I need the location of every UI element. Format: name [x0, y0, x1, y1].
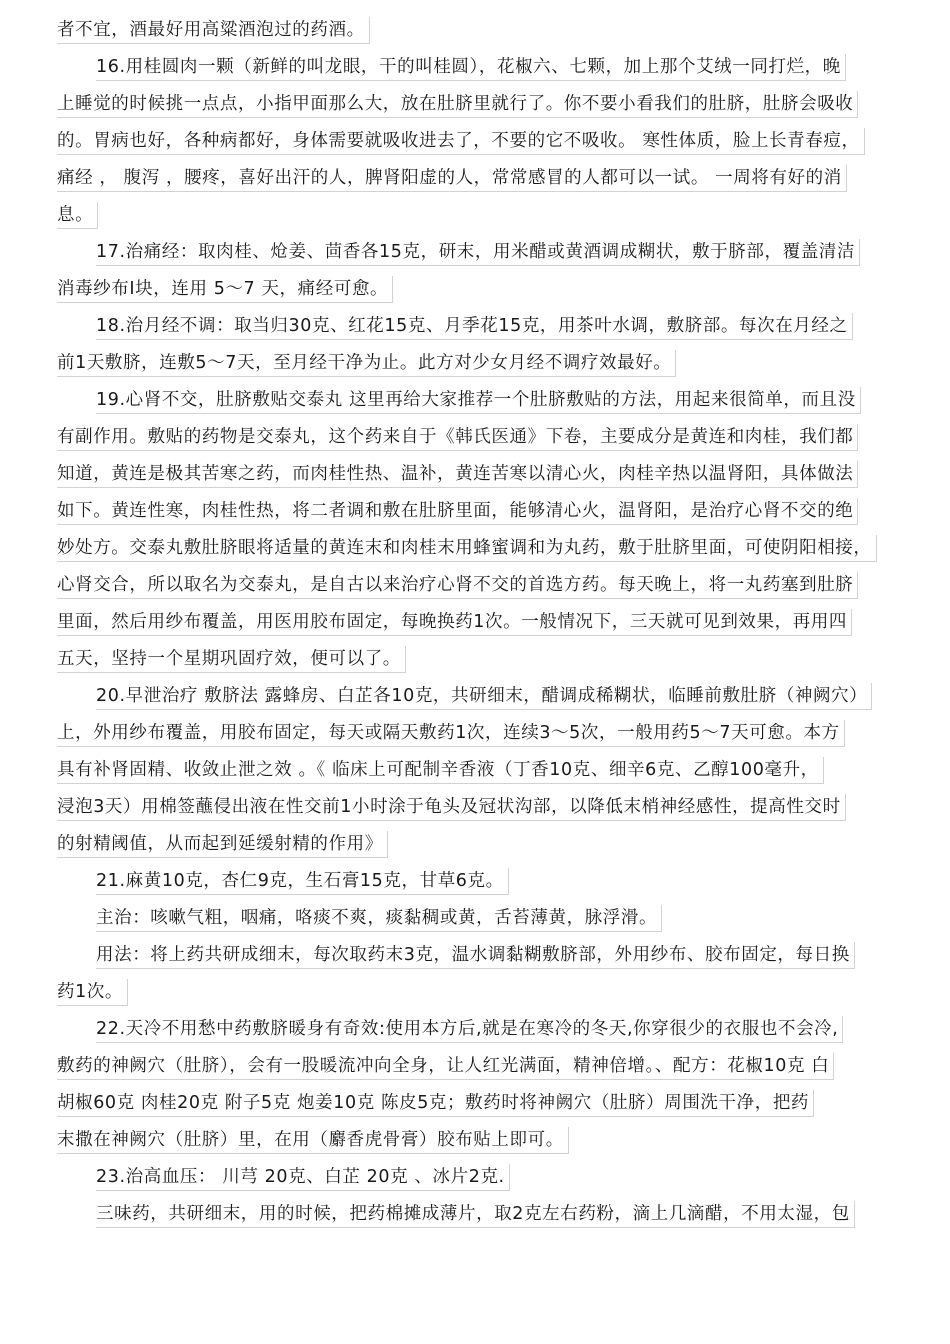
text-line-content: 前1天敷脐，连敷5～7天，至月经干净为止。此方对少女月经不调疗效最好。: [57, 350, 676, 377]
text-line-content: 20.早泄治疗 敷脐法 露蜂房、白芷各10克，共研细末，醋调成稀糊状，临睡前敷肚脐（神阙穴）: [96, 683, 872, 710]
text-line: [0, 86, 950, 123]
text-line-content: 五天，坚持一个星期巩固疗效，便可以了。: [57, 646, 406, 673]
text-line: [0, 234, 950, 271]
text-line-content: 息。: [57, 202, 98, 229]
text-line-content: 者不宜，酒最好用高粱酒泡过的药酒。: [57, 17, 370, 44]
text-line-content: 具有补肾固精、收敛止泄之效 。《 临床上可配制辛香液（丁香10克、细辛6克、乙醇100毫升，: [57, 757, 824, 784]
text-line: [0, 1085, 950, 1122]
text-line: [0, 456, 950, 493]
text-line: [0, 937, 950, 974]
text-line: [0, 678, 950, 715]
text-line: [0, 160, 950, 197]
text-line-content: 23.治高血压： 川芎 20克、白芷 20克 、冰片2克.: [96, 1164, 510, 1191]
text-line-content: 19.心肾不交，肚脐敷贴交泰丸 这里再给大家推荐一个肚脐敷贴的方法，用起来很简单，而且没: [96, 387, 861, 414]
text-line: [0, 271, 950, 308]
text-line: [0, 604, 950, 641]
text-line-content: 主治：咳嗽气粗，咽痛，咯痰不爽，痰黏稠或黄，舌苔薄黄，脉浮滑。: [96, 905, 662, 932]
text-line-content: 末撒在神阙穴（肚脐）里，在用（麝香虎骨膏）胶布贴上即可。: [57, 1127, 569, 1154]
text-line: [0, 974, 950, 1011]
text-line-content: 22.天冷不用愁中药敷脐暖身有奇效:使用本方后,就是在寒冷的冬天,你穿很少的衣服也不会冷,: [96, 1016, 843, 1043]
text-line-content: 17.治痛经：取肉桂、炝姜、茴香各15克，研末，用米醋或黄酒调成糊状，敷于脐部，覆盖清洁: [96, 239, 860, 266]
text-line: [0, 1122, 950, 1159]
text-line: [0, 530, 950, 567]
text-line-content: 妙处方。交泰丸敷肚脐眼将适量的黄连末和肉桂末用蜂蜜调和为丸药，敷于肚脐里面，可使阴阳相接，: [57, 535, 877, 562]
text-line: [0, 197, 950, 234]
text-line: [0, 715, 950, 752]
text-line: [0, 49, 950, 86]
text-line: [0, 826, 950, 863]
text-line: [0, 567, 950, 604]
text-line-content: 心肾交合，所以取名为交泰丸，是自古以来治疗心肾不交的首选方药。每天晚上，将一丸药塞到肚脐: [57, 572, 858, 599]
text-line-content: 药1次。: [57, 979, 128, 1006]
text-line-content: 上睡觉的时候挑一点点，小指甲面那么大，放在肚脐里就行了。你不要小看我们的肚脐，肚脐会吸收: [57, 91, 858, 118]
text-line-content: 里面，然后用纱布覆盖，用医用胶布固定，每晚换药1次。一般情况下，三天就可见到效果，再用四: [57, 609, 852, 636]
text-line: [0, 863, 950, 900]
text-line-content: 如下。黄连性寒，肉桂性热，将二者调和敷在肚脐里面，能够清心火，温肾阳，是治疗心肾不交的绝: [57, 498, 858, 525]
text-line: [0, 1159, 950, 1196]
text-line-content: 三味药，共研细末，用的时候，把药棉摊成薄片，取2克左右药粉，滴上几滴醋，不用太湿，包: [96, 1201, 855, 1228]
text-line-content: 的。胃病也好，各种病都好，身体需要就吸收进去了，不要的它不吸收。 寒性体质，脸上长青春痘，: [57, 128, 865, 155]
text-line-content: 消毒纱布Ⅰ块，连用 5～7 天，痛经可愈。: [57, 276, 393, 303]
text-line: [0, 123, 950, 160]
text-line-content: 浸泡3天）用棉签蘸侵出液在性交前1小时涂于龟头及冠状沟部，以降低末梢神经感性，提高性交时: [57, 794, 846, 821]
text-line: [0, 752, 950, 789]
text-line: [0, 419, 950, 456]
text-line-content: 有副作用。敷贴的药物是交泰丸，这个药来自于《韩氏医通》下卷，主要成分是黄连和肉桂，我们都: [57, 424, 858, 451]
text-line-content: 用法：将上药共研成细末，每次取药末3克，温水调黏糊敷脐部，外用纱布、胶布固定，每日换: [96, 942, 855, 969]
text-line-content: 16.用桂圆肉一颗（新鲜的叫龙眼，干的叫桂圆），花椒六、七颗，加上那个艾绒一同打烂，晚: [96, 54, 846, 81]
text-line-content: 胡椒60克 肉桂20克 附子5克 炮姜10克 陈皮5克；敷药时将神阙穴（肚脐）周围洗干净，把药: [57, 1090, 814, 1117]
text-line-content: 敷药的神阙穴（肚脐），会有一股暖流冲向全身，让人红光满面，精神倍增。、配方：花椒10克 白: [57, 1053, 834, 1080]
text-line: [0, 900, 950, 937]
text-line: [0, 345, 950, 382]
text-line: [0, 308, 950, 345]
text-line-content: 上，外用纱布覆盖，用胶布固定，每天或隔天敷药1次，连续3～5次，一般用药5～7天可愈。本方: [57, 720, 845, 747]
text-line-content: 痛经 ， 腹泻 ，腰疼，喜好出汗的人，脾肾阳虚的人，常常感冒的人都可以一试。 一周将有好的消: [57, 165, 847, 192]
text-line: [0, 1011, 950, 1048]
text-line: [0, 12, 950, 49]
text-line-content: 的射精阈值，从而起到延缓射精的作用》: [57, 831, 388, 858]
text-line-content: 18.治月经不调：取当归30克、红花15克、月季花15克，用茶叶水调，敷脐部。每次在月经之: [96, 313, 853, 340]
document-page: [0, 12, 950, 1233]
text-line-content: 知道，黄连是极其苦寒之药，而肉桂性热、温补，黄连苦寒以清心火，肉桂辛热以温肾阳，具体做法: [57, 461, 858, 488]
text-line: [0, 493, 950, 530]
text-line: [0, 382, 950, 419]
text-line-content: 21.麻黄10克，杏仁9克，生石膏15克，甘草6克。: [96, 868, 509, 895]
text-line: [0, 641, 950, 678]
text-line: [0, 1048, 950, 1085]
text-line: [0, 1196, 950, 1233]
text-line: [0, 789, 950, 826]
